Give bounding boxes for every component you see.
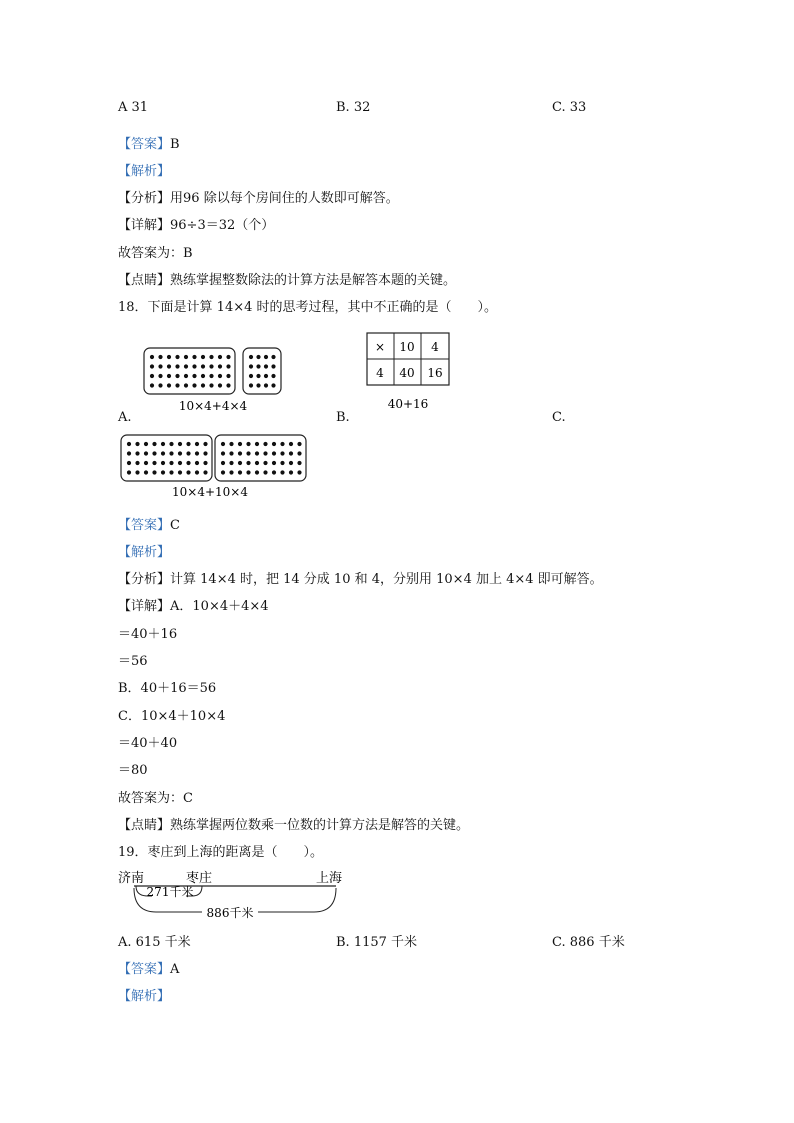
dot [218, 355, 222, 359]
dot [178, 451, 182, 455]
dot-grid-10x4 [150, 355, 231, 388]
dot [158, 355, 162, 359]
dot [255, 451, 259, 455]
dot [152, 451, 156, 455]
dot [249, 374, 253, 378]
q19-answer: 【答案】A [118, 962, 180, 977]
dot [229, 470, 233, 474]
q18-xiangjie: 【详解】A．10×4＋4×4 [118, 599, 269, 614]
dot [192, 355, 196, 359]
q18-conclusion: 故答案为：C [118, 791, 193, 806]
q18-step: ＝56 [118, 654, 148, 669]
dot [186, 442, 190, 446]
q18-question: 18．下面是计算 14×4 时的思考过程，其中不正确的是（ ）。 [118, 300, 498, 315]
dot [201, 355, 205, 359]
table-cell: 40 [399, 366, 415, 380]
dot [271, 355, 275, 359]
dot [272, 470, 276, 474]
dot [144, 442, 148, 446]
dot [263, 442, 267, 446]
q19-analysis-heading: 【解析】 [118, 989, 171, 1004]
q18-fenxi: 【分析】计算 14×4 时，把 14 分成 10 和 4，分别用 10×4 加上 4×4 即可解答。 [118, 572, 603, 587]
fig-c-caption: 10×4+10×4 [172, 485, 248, 499]
dot [150, 364, 154, 368]
dot [238, 451, 242, 455]
q17-fenxi: 【分析】用96 除以每个房间住的人数即可解答。 [118, 191, 399, 206]
dot [175, 355, 179, 359]
dot [158, 374, 162, 378]
dot [186, 451, 190, 455]
dot [263, 451, 267, 455]
dot [195, 461, 199, 465]
table-cell: 4 [376, 366, 384, 380]
q19-option-b: B. 1157 千米 [336, 935, 418, 950]
dot [201, 383, 205, 387]
dot [201, 374, 205, 378]
q18-step: ＝80 [118, 763, 148, 778]
dot [209, 364, 213, 368]
q18-answer: 【答案】C [118, 518, 180, 533]
fig-b-caption: 40+16 [387, 397, 429, 411]
dot [161, 442, 165, 446]
dot [246, 461, 250, 465]
dot [195, 451, 199, 455]
dot [238, 442, 242, 446]
dot [246, 470, 250, 474]
q18-label-b: B. [336, 410, 350, 425]
dot [144, 470, 148, 474]
q18-label-a: A. [118, 410, 132, 425]
dot [256, 383, 260, 387]
dot [150, 374, 154, 378]
dot [229, 461, 233, 465]
dot [289, 461, 293, 465]
dot [167, 383, 171, 387]
dot [167, 374, 171, 378]
dot [184, 364, 188, 368]
dot [175, 383, 179, 387]
map-label-shanghai: 上海 [316, 871, 343, 886]
dot [272, 442, 276, 446]
q19-distance-diagram [116, 866, 356, 926]
q17-option-a: A 31 [118, 100, 149, 115]
dot [226, 364, 230, 368]
dot [209, 383, 213, 387]
dot [255, 442, 259, 446]
dot [289, 442, 293, 446]
dot [229, 442, 233, 446]
dot [264, 364, 268, 368]
table-cell: 4 [431, 340, 439, 354]
map-label-zaozhuang: 枣庄 [186, 871, 213, 886]
dot [169, 451, 173, 455]
dot [186, 470, 190, 474]
dot [195, 470, 199, 474]
dot [175, 374, 179, 378]
map-label-jinan: 济南 [118, 871, 145, 886]
dot [280, 461, 284, 465]
q17-analysis-heading: 【解析】 [118, 164, 171, 179]
dot [169, 470, 173, 474]
dot [297, 442, 301, 446]
dot [184, 355, 188, 359]
dot [184, 383, 188, 387]
dot [167, 355, 171, 359]
dot [238, 470, 242, 474]
dot [152, 461, 156, 465]
q18-dianjing: 【点睛】熟练掌握两位数乘一位数的计算方法是解答的关键。 [118, 818, 470, 833]
dot-grid-10x4 [127, 442, 208, 475]
dot [272, 451, 276, 455]
dot [226, 383, 230, 387]
table-cell: 10 [399, 340, 415, 354]
dot [263, 470, 267, 474]
segment-label-271: 271千米 [146, 885, 194, 899]
dot [280, 451, 284, 455]
q18-step: B．40＋16＝56 [118, 681, 217, 696]
dot [289, 451, 293, 455]
q18-figure-c [118, 432, 310, 502]
q18-label-c: C. [552, 410, 566, 425]
dot [255, 461, 259, 465]
dot [127, 470, 131, 474]
dot [169, 442, 173, 446]
dot [144, 461, 148, 465]
q19-option-a: A. 615 千米 [118, 935, 191, 950]
q17-answer: 【答案】B [118, 137, 180, 152]
dot [271, 364, 275, 368]
dot [192, 364, 196, 368]
dot [238, 461, 242, 465]
dot [246, 451, 250, 455]
dot [144, 451, 148, 455]
q18-analysis-heading: 【解析】 [118, 545, 171, 560]
dot [127, 442, 131, 446]
dot-grid-4x4 [249, 355, 276, 388]
dot [289, 470, 293, 474]
dot [218, 364, 222, 368]
dot [127, 451, 131, 455]
q18-figure-a [140, 344, 285, 414]
q17-conclusion: 故答案为：B [118, 246, 193, 261]
dot [161, 470, 165, 474]
dot [264, 355, 268, 359]
dot [249, 383, 253, 387]
dot [158, 383, 162, 387]
dot [150, 383, 154, 387]
dot [264, 374, 268, 378]
segment-label-886: 886千米 [206, 906, 254, 920]
q18-step: ＝40＋16 [118, 627, 178, 642]
dot [264, 383, 268, 387]
dot [203, 442, 207, 446]
dot [167, 364, 171, 368]
dot [256, 374, 260, 378]
dot [221, 470, 225, 474]
dot [226, 374, 230, 378]
dot [135, 451, 139, 455]
dot [221, 442, 225, 446]
dot [178, 461, 182, 465]
dot [175, 364, 179, 368]
dot-grid-10x4 [221, 442, 302, 475]
dot [263, 461, 267, 465]
dot [280, 442, 284, 446]
q18-figure-b [363, 330, 453, 412]
dot [201, 364, 205, 368]
dot [256, 364, 260, 368]
dot [297, 470, 301, 474]
dot [158, 364, 162, 368]
dot [297, 461, 301, 465]
dot [226, 355, 230, 359]
dot [169, 461, 173, 465]
dot [135, 461, 139, 465]
q18-step: ＝40＋40 [118, 736, 178, 751]
dot [229, 451, 233, 455]
dot [195, 442, 199, 446]
dot [135, 442, 139, 446]
dot [184, 374, 188, 378]
dot [203, 461, 207, 465]
table-cell: × [374, 340, 386, 354]
q17-option-b: B. 32 [336, 100, 371, 115]
q18-step: C．10×4＋10×4 [118, 709, 226, 724]
dot [249, 364, 253, 368]
dot [203, 470, 207, 474]
fig-a-caption: 10×4+4×4 [178, 399, 248, 413]
dot [161, 451, 165, 455]
dot [192, 374, 196, 378]
dot [152, 442, 156, 446]
dot [161, 461, 165, 465]
q17-dianjing: 【点睛】熟练掌握整数除法的计算方法是解答本题的关键。 [118, 273, 457, 288]
dot [280, 470, 284, 474]
dot [221, 461, 225, 465]
dot [255, 470, 259, 474]
dot [297, 451, 301, 455]
dot [221, 451, 225, 455]
q17-option-c: C. 33 [552, 100, 587, 115]
dot [192, 383, 196, 387]
dot [209, 355, 213, 359]
q19-question: 19．枣庄到上海的距离是（ ）。 [118, 845, 324, 860]
dot [135, 470, 139, 474]
table-cell: 16 [427, 366, 443, 380]
dot [186, 461, 190, 465]
dot [218, 383, 222, 387]
dot [272, 461, 276, 465]
dot [271, 374, 275, 378]
q19-option-c: C. 886 千米 [552, 935, 625, 950]
dot [246, 442, 250, 446]
dot [256, 355, 260, 359]
dot [209, 374, 213, 378]
q17-xiangjie: 【详解】96÷3＝32（个） [118, 218, 275, 233]
dot [178, 442, 182, 446]
dot [218, 374, 222, 378]
dot [178, 470, 182, 474]
dot [271, 383, 275, 387]
dot [150, 355, 154, 359]
dot [127, 461, 131, 465]
dot [249, 355, 253, 359]
dot [152, 470, 156, 474]
dot [203, 451, 207, 455]
